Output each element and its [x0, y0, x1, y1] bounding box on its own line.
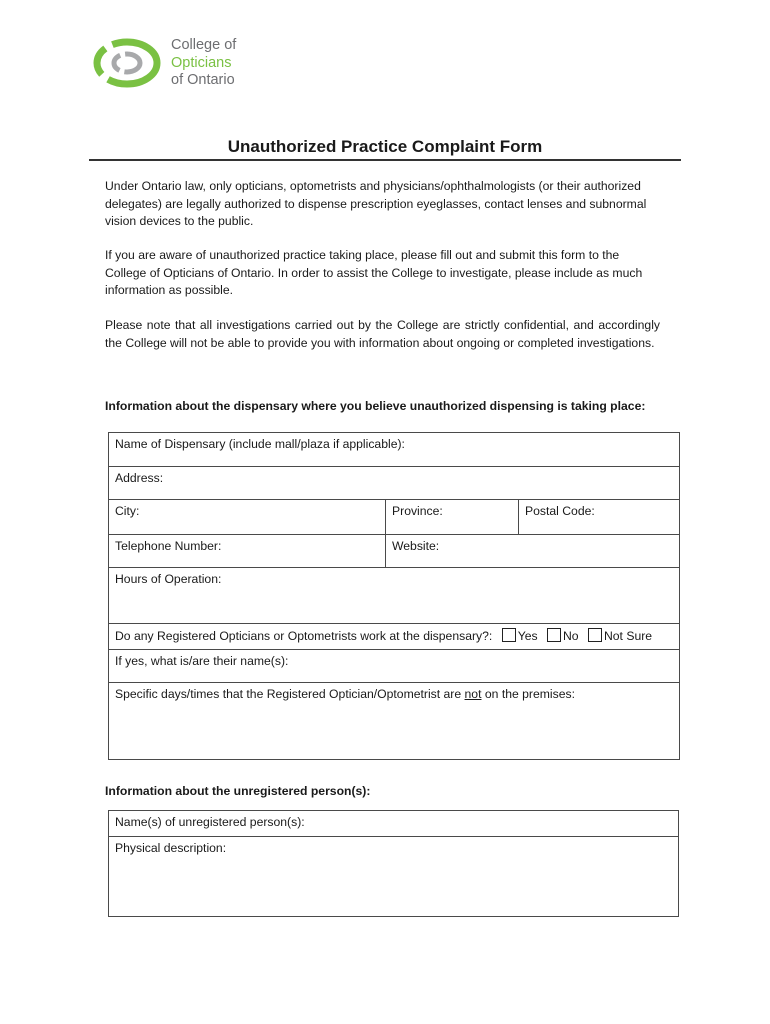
postal-code-label: Postal Code:	[525, 504, 595, 518]
physical-description-field[interactable]	[109, 837, 679, 917]
yes-label: Yes	[517, 629, 538, 643]
website-field[interactable]	[386, 535, 680, 568]
not-sure-checkbox[interactable]	[588, 628, 602, 642]
specific-times-label-start: Specific days/times that the Registered Optician/Optometrist are	[115, 687, 465, 701]
intro-paragraph-2: If you are aware of unauthorized practice taking place, please fill out and submit this form to the College of Opticians of Ontario. In order to assist the College to investigate, please include as much information as possible.	[105, 248, 643, 297]
dispensary-form-table	[108, 432, 680, 760]
unregistered-names-label: Name(s) of unregistered person(s):	[115, 815, 305, 829]
specific-times-label-end: on the premises:	[481, 687, 575, 701]
form-title: Unauthorized Practice Complaint Form	[227, 137, 543, 156]
no-label: No	[562, 629, 579, 643]
postal-code-field[interactable]	[519, 500, 680, 535]
registered-names-label: If yes, what is/are their name(s):	[115, 654, 289, 668]
province-field[interactable]	[386, 500, 519, 535]
not-sure-label: Not Sure	[603, 629, 653, 643]
dispensary-name-field[interactable]	[109, 433, 680, 467]
intro-paragraph-1: Under Ontario law, only opticians, optometrists and physicians/ophthalmologists (or their authorized delegates) are legally authorized to dispense prescription eyeglasses, contact lenses and subnormal vision devices to the public.	[105, 179, 647, 228]
option-yes[interactable]	[502, 629, 538, 643]
address-field[interactable]	[109, 467, 680, 500]
logo-line-1: College of	[171, 37, 237, 53]
specific-times-field[interactable]	[109, 683, 680, 760]
physical-description-label: Physical description:	[115, 841, 227, 855]
dispensary-section-heading: Information about the dispensary where you believe unauthorized dispensing is taking place:	[105, 399, 646, 413]
logo-line-2: Opticians	[171, 54, 232, 71]
telephone-field[interactable]	[109, 535, 386, 568]
registered-names-field[interactable]	[109, 650, 680, 683]
city-label: City:	[115, 504, 140, 518]
unregistered-names-field[interactable]	[109, 811, 679, 837]
logo-line-3: of Ontario	[171, 72, 235, 88]
no-checkbox[interactable]	[547, 628, 561, 642]
telephone-label: Telephone Number:	[115, 539, 222, 553]
registered-question-label: Do any Registered Opticians or Optometrists work at the dispensary?:	[115, 629, 493, 643]
address-label: Address:	[115, 471, 164, 485]
specific-times-not: not	[464, 687, 482, 701]
dispensary-name-label: Name of Dispensary (include mall/plaza if applicable):	[115, 437, 405, 451]
logo-wordmark	[171, 37, 236, 90]
yes-checkbox[interactable]	[502, 628, 516, 642]
title-divider	[89, 159, 681, 161]
registered-question-row	[109, 624, 680, 650]
person-form-table	[108, 810, 679, 917]
province-label: Province:	[392, 504, 443, 518]
option-no[interactable]	[547, 629, 579, 643]
person-section-heading: Information about the unregistered person(s):	[105, 784, 371, 798]
intro-paragraph-3: Please note that all investigations carried out by the College are strictly confidential, and accordingly the College will not be able to provide you with information about ongoing or completed investigations.	[105, 318, 660, 350]
hours-label: Hours of Operation:	[115, 572, 222, 586]
option-not-sure[interactable]	[588, 629, 652, 643]
hours-field[interactable]	[109, 568, 680, 624]
college-logo	[93, 37, 253, 93]
website-label: Website:	[392, 539, 440, 553]
city-field[interactable]	[109, 500, 386, 535]
rings-logo-icon	[93, 37, 165, 89]
